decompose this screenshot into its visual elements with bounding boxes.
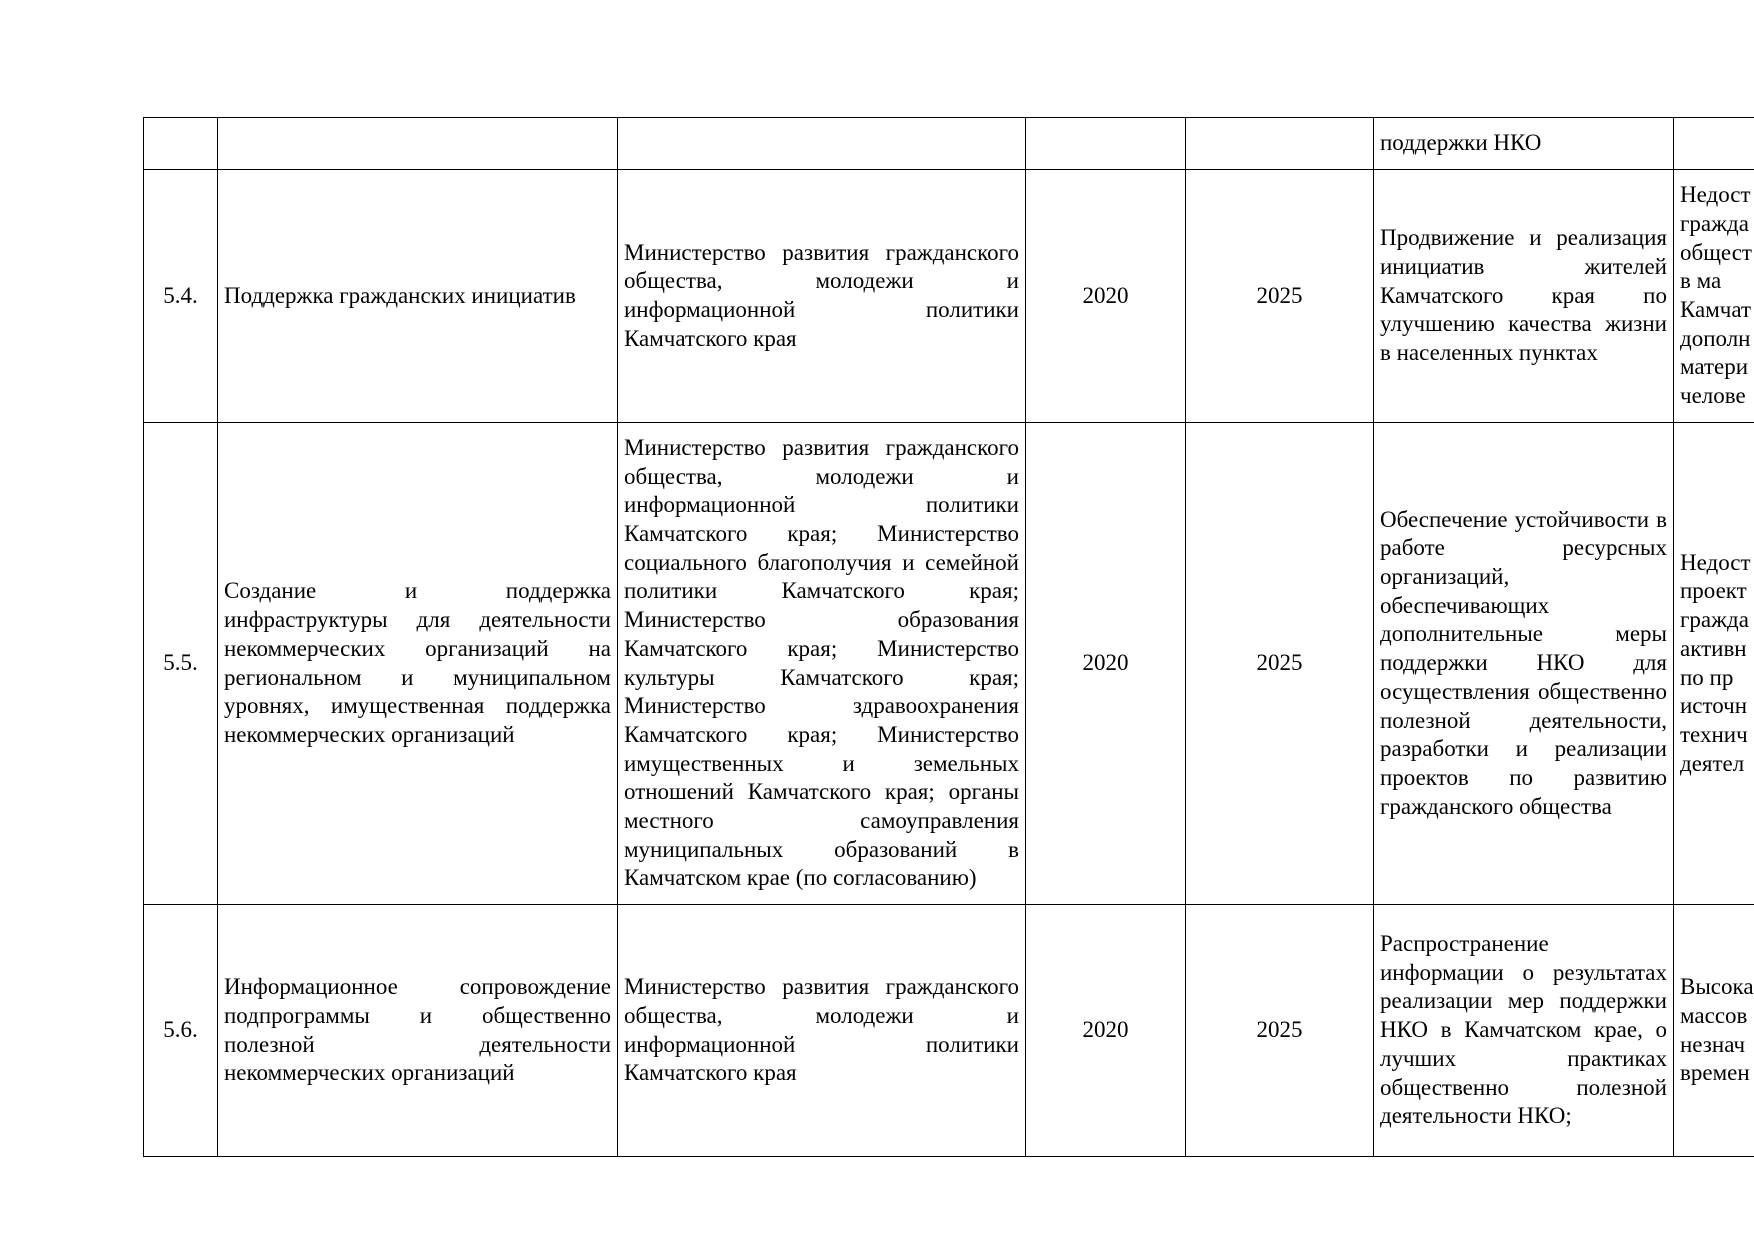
row-number: 5.6. — [144, 905, 218, 1157]
row-number — [144, 118, 218, 170]
row-number: 5.5. — [144, 423, 218, 905]
risk-line: по пр — [1680, 664, 1734, 690]
activity-name: Информационное сопровождение подпрограммы и общественно полезной деятельности некоммерческих организаций — [218, 905, 618, 1157]
responsible-executor — [618, 118, 1026, 170]
risks-cell — [1674, 905, 1754, 1157]
risks-cell — [1674, 423, 1754, 905]
responsible-executor: Министерство развития гражданского общества, молодежи и информационной политики Камчатского края — [618, 170, 1026, 423]
risk-line: общест — [1680, 239, 1752, 265]
expected-result: Обеспечение устойчивости в работе ресурсных организаций, обеспечивающих дополнительные меры поддержки НКО для осуществления общественно полезной деятельности, разработки и реализации проектов по развитию гражданского общества — [1374, 423, 1674, 905]
program-activities-table — [143, 117, 1754, 1157]
risk-line: матери — [1680, 354, 1749, 380]
risk-line: гражда — [1680, 210, 1749, 236]
risk-line: массов — [1680, 1002, 1748, 1028]
risk-line: технич — [1680, 721, 1748, 747]
expected-result: поддержки НКО — [1374, 118, 1674, 170]
risks-cell — [1674, 170, 1754, 423]
risk-line: в ма — [1680, 268, 1722, 294]
risk-line: активн — [1680, 635, 1747, 661]
expected-result: Продвижение и реализация инициатив жителей Камчатского края по улучшению качества жизни в населенных пунктах — [1374, 170, 1674, 423]
table-row — [144, 423, 1754, 905]
end-year: 2025 — [1186, 905, 1374, 1157]
risk-line: дополн — [1680, 325, 1751, 351]
responsible-executor: Министерство развития гражданского общества, молодежи и информационной политики Камчатского края; Министерство социального благополучия и семейной политики Камчатского края; Министерство образования Камчатского края; Министерство культуры Камчатского края; Министерство здравоохранения Камчатского края; Министерство имущественных и земельных отношений Камчатского края; органы местного самоуправления муниципальных образований в Камчатском крае (по согласованию) — [618, 423, 1026, 905]
responsible-executor: Министерство развития гражданского общества, молодежи и информационной политики Камчатского края — [618, 905, 1026, 1157]
risk-line: времен — [1680, 1060, 1750, 1086]
risk-line: Камчат — [1680, 297, 1752, 322]
start-year: 2020 — [1026, 423, 1186, 905]
risk-line: гражда — [1680, 607, 1749, 633]
start-year: 2020 — [1026, 170, 1186, 423]
end-year — [1186, 118, 1374, 170]
activity-name: Создание и поддержка инфраструктуры для деятельности некоммерческих организаций на региональном и муниципальном уровнях, имущественная поддержка некоммерческих организаций — [218, 423, 618, 905]
start-year: 2020 — [1026, 905, 1186, 1157]
risk-line: источн — [1680, 693, 1748, 719]
risk-line: Недост — [1680, 549, 1751, 575]
start-year — [1026, 118, 1186, 170]
expected-result: Распространение информации о результатах реализации мер поддержки НКО в Камчатском крае, о лучших практиках общественно полезной деятельности НКО; — [1374, 905, 1674, 1157]
end-year: 2025 — [1186, 170, 1374, 423]
table-row — [144, 170, 1754, 423]
activity-name — [218, 118, 618, 170]
risk-line: Недост — [1680, 182, 1751, 208]
risk-line: проект — [1680, 578, 1747, 604]
risk-line: незнач — [1680, 1031, 1746, 1057]
risks-cell — [1674, 118, 1754, 170]
table-row — [144, 118, 1754, 170]
row-number: 5.4. — [144, 170, 218, 423]
table-row — [144, 905, 1754, 1157]
risk-line: Высока — [1680, 974, 1754, 1000]
end-year: 2025 — [1186, 423, 1374, 905]
risk-line: деятел — [1680, 750, 1745, 776]
activity-name: Поддержка гражданских инициатив — [218, 170, 618, 423]
risk-line: челове — [1680, 383, 1746, 409]
